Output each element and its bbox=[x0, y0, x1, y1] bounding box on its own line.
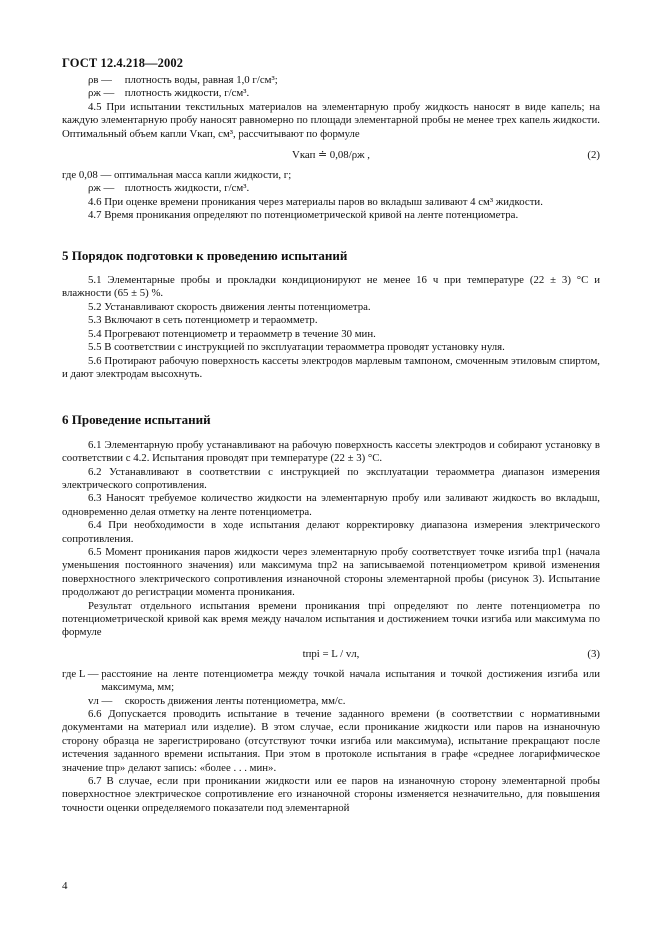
definition-text: плотность жидкости, г/см³. bbox=[124, 182, 250, 195]
paragraph-5-3: 5.3 Включают в сеть потенциометр и тераомметр. bbox=[88, 314, 318, 327]
paragraph-4-5: 4.5 При испытании текстильных материалов на элементарную пробу жидкость наносят в виде капель; на каждую элементарную пробу наносят равномерно по площади элементарной пробы не менее трех капель жидкости. Оптимальный объем капли Vкап, см³, рассчитывают по формуле bbox=[62, 100, 600, 140]
paragraph-6-5: 6.5 Момент проникания паров жидкости через элементарную пробу соответствует точке изгиба tпр1 (начала уменьшения постоянного значения) или максимума tпр2 на записываемой потенциометром кривой изменения поверхностного электрического сопротивления изнаночной стороны элементарной пробы (рисунок 3). Испытание продолжают до регистрации момента проникания. bbox=[62, 545, 600, 599]
paragraph-5-5: 5.5 В соответствии с инструкцией по эксплуатации тераомметра проводят установку нуля. bbox=[88, 341, 505, 354]
definition-text: расстояние на ленте потенциометра между точкой начала испытания и точкой достижения изгиба или максимума, мм; bbox=[101, 667, 600, 694]
paragraph-5-2: 5.2 Устанавливают скорость движения ленты потенциометра. bbox=[88, 300, 371, 313]
paragraph-6-5-result: Результат отдельного испытания времени проникания tпрi определяют по ленте потенциометра по потенциометрической кривой как время между началом испытания и достижением точки изгиба или максимума по формуле bbox=[62, 599, 600, 639]
section-6-title: 6 Проведение испытаний bbox=[62, 412, 211, 428]
definition-row bbox=[62, 74, 600, 87]
formula-2 bbox=[62, 147, 600, 163]
definition-text: плотность жидкости, г/см³. bbox=[124, 87, 250, 100]
definition-row bbox=[62, 695, 600, 708]
paragraph-6-1: 6.1 Элементарную пробу устанавливают на рабочую поверхность кассеты электродов и собирают установку в соответствии с 4.2. Испытания проводят при температуре (22 ± 3) °С. bbox=[62, 438, 600, 465]
paragraph-6-2: 6.2 Устанавливают в соответствии с инструкцией по эксплуатации тераомметра диапазон измерения электрического сопротивления. bbox=[62, 465, 600, 491]
paragraph-4-6: 4.6 При оценке времени проникания через материалы паров во вкладыш заливают 4 см³ жидкости. bbox=[88, 195, 543, 208]
definition-term: vл — bbox=[88, 694, 113, 707]
paragraph-5-6: 5.6 Протирают рабочую поверхность кассеты электродов марлевым тампоном, смоченным этиловым спиртом, и дают электродам высохнуть. bbox=[62, 354, 600, 380]
section-5-title: 5 Порядок подготовки к проведению испытаний bbox=[62, 247, 348, 263]
formula-3-number: (3) bbox=[587, 647, 600, 660]
formula-2-number: (2) bbox=[587, 149, 600, 162]
paragraph-6-3: 6.3 Наносят требуемое количество жидкости на элементарную пробу или заливают жидкость во вкладыш, одновременно делая отметку на ленте потенциометра. bbox=[62, 492, 600, 518]
definition-term: ρж — bbox=[88, 87, 115, 100]
definition-text: скорость движения ленты потенциометра, мм/с. bbox=[124, 694, 346, 707]
document-body bbox=[62, 74, 600, 815]
paragraph-4-7: 4.7 Время проникания определяют по потенциометрической кривой на ленте потенциометра. bbox=[88, 209, 519, 222]
definition-term: где L — bbox=[62, 667, 99, 680]
definition-row bbox=[62, 169, 600, 182]
definition-term: ρж — bbox=[88, 182, 115, 195]
formula-2-expression: Vкап ≐ 0,08/ρж , bbox=[292, 149, 370, 162]
definition-term: где 0,08 — bbox=[62, 169, 112, 182]
definition-text: оптимальная масса капли жидкости, г; bbox=[113, 169, 292, 182]
document-header: ГОСТ 12.4.218—2002 bbox=[62, 56, 184, 70]
definition-row bbox=[62, 87, 600, 100]
paragraph-6-6: 6.6 Допускается проводить испытание в течение заданного времени (в соответствии с нормативными документами на материал или изделие). В этом случае, если проникание жидкости или паров на изнаночную сторону образца не зарегистрировано (отсутствуют точки изгиба или максимума), испытание прекращают после истечения заданного времени испытания. При этом в протоколе испытания в графе «среднее логарифмическое значение tпр» делают запись: «более . . . мин». bbox=[62, 708, 600, 774]
formula-3 bbox=[62, 646, 600, 662]
definition-term: ρв — bbox=[88, 74, 112, 86]
definition-row bbox=[62, 182, 600, 195]
page-number: 4 bbox=[62, 880, 68, 892]
paragraph-6-4: 6.4 При необходимости в ходе испытания делают корректировку диапазона измерения электрического сопротивления. bbox=[62, 519, 600, 545]
paragraph-5-1: 5.1 Элементарные пробы и прокладки кондиционируют не менее 16 ч при температуре (22 ± 3) °С и влажности (65 ± 5) %. bbox=[62, 274, 600, 300]
definition-text: плотность воды, равная 1,0 г/см³; bbox=[124, 74, 278, 86]
paragraph-5-4: 5.4 Прогревают потенциометр и тераомметр в течение 30 мин. bbox=[88, 327, 376, 340]
definition-row bbox=[62, 668, 600, 695]
formula-3-expression: tпрi = L / vл, bbox=[302, 647, 360, 660]
paragraph-6-7: 6.7 В случае, если при проникании жидкости или ее паров на изнаночную сторону элементарной пробы поверхностное электрическое сопротивление его изнаночной стороны изменяется незначительно, для повышения точности оценки определяемого показатели под элементарной bbox=[62, 775, 600, 814]
